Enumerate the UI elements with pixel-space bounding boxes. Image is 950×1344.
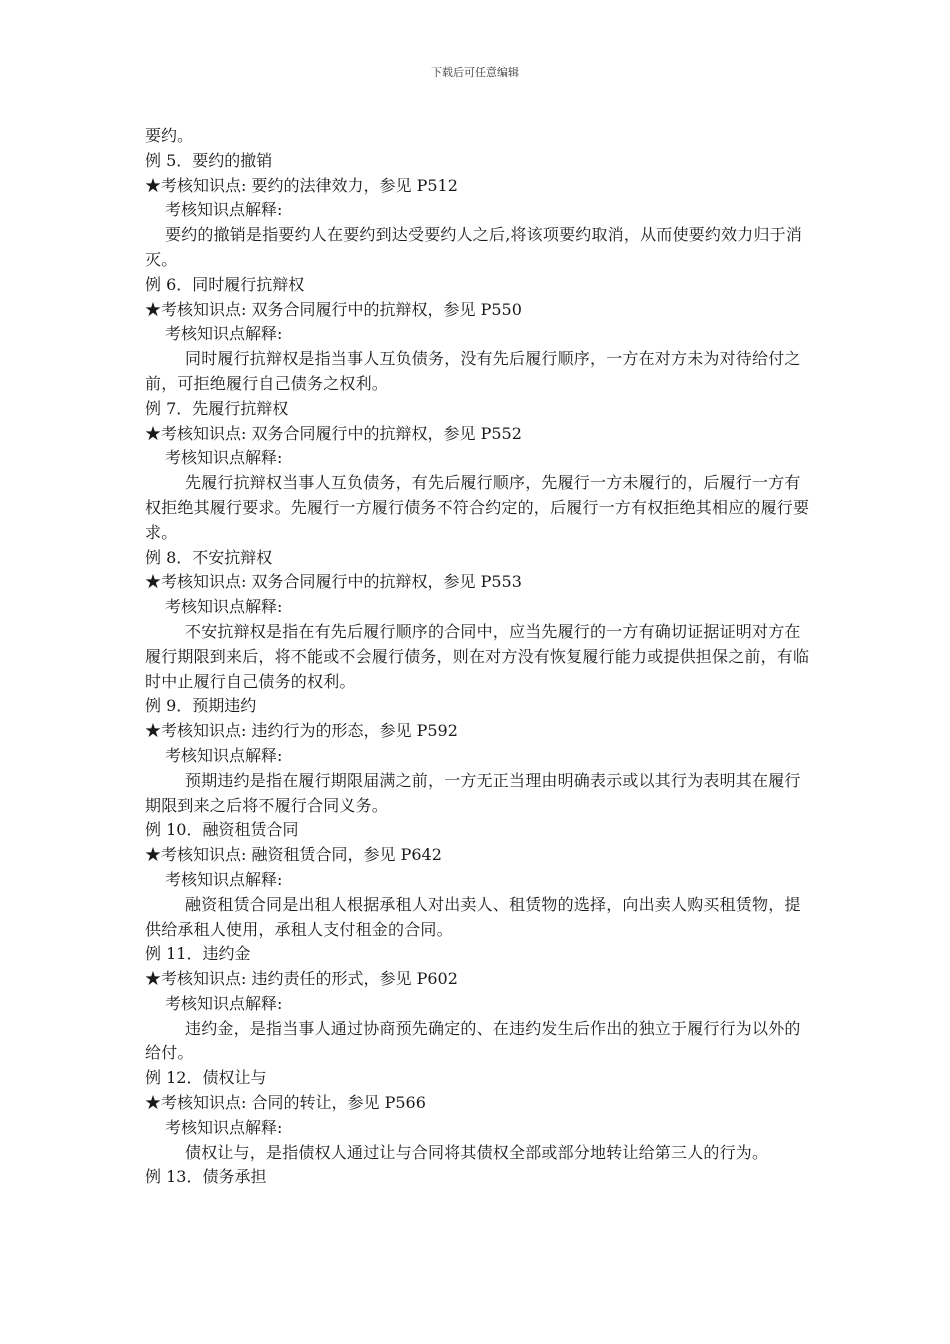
entry-10 (145, 818, 810, 942)
entry-12 (145, 1066, 810, 1165)
explanation-label: 考核知识点解释: (165, 869, 283, 889)
document-body (145, 124, 810, 1190)
knowledge-point: ★考核知识点: 合同的转让，参见 P566 (145, 1093, 426, 1113)
entry-title: 例 11．违约金 (145, 944, 251, 964)
explanation-text: 不安抗辩权是指在有先后履行顺序的合同中，应当先履行的一方有确切证据证明对方在履行期限到来后，将不能或不会履行债务，则在对方没有恢复履行能力或提供担保之前，有临时中止履行自己债务的权利。 (145, 621, 810, 691)
explanation-text: 融资租赁合同是出租人根据承租人对出卖人、租赁物的选择，向出卖人购买租赁物，提供给承租人使用，承租人支付租金的合同。 (145, 894, 801, 939)
entry-title: 例 12．债权让与 (145, 1068, 267, 1088)
page-header: 下载后可任意编辑 (431, 66, 519, 79)
knowledge-point: ★考核知识点: 违约责任的形式，参见 P602 (145, 969, 458, 989)
entry-13-title: 例 13．债务承担 (145, 1167, 267, 1187)
explanation-label: 考核知识点解释: (165, 200, 283, 220)
entry-title: 例 10．融资租赁合同 (145, 820, 299, 840)
entry-8 (145, 546, 810, 695)
explanation-label: 考核知识点解释: (165, 993, 283, 1013)
entry-title: 例 8．不安抗辩权 (145, 547, 273, 567)
explanation-label: 考核知识点解释: (165, 448, 283, 468)
knowledge-point: ★考核知识点: 违约行为的形态，参见 P592 (145, 721, 458, 741)
entry-title: 例 7．先履行抗辩权 (145, 398, 289, 418)
lead-text: 要约。 (145, 126, 194, 145)
knowledge-point: ★考核知识点: 要约的法律效力，参见 P512 (145, 175, 458, 195)
knowledge-point: ★考核知识点: 双务合同履行中的抗辩权，参见 P552 (145, 423, 522, 443)
entry-title: 例 9．预期违约 (145, 696, 257, 716)
explanation-text: 预期违约是指在履行期限届满之前，一方无正当理由明确表示或以其行为表明其在履行期限到来之后将不履行合同义务。 (145, 770, 801, 815)
explanation-label: 考核知识点解释: (165, 745, 283, 765)
explanation-label: 考核知识点解释: (165, 1117, 283, 1137)
entry-7 (145, 397, 810, 546)
explanation-text: 要约的撤销是指要约人在要约到达受要约人之后,将该项要约取消，从而使要约效力归于消灭。 (145, 225, 803, 269)
knowledge-point: ★考核知识点: 双务合同履行中的抗辩权，参见 P553 (145, 572, 522, 592)
entry-6 (145, 273, 810, 397)
entry-9 (145, 694, 810, 818)
explanation-text: 违约金，是指当事人通过协商预先确定的、在违约发生后作出的独立于履行行为以外的给付。 (145, 1018, 801, 1063)
explanation-text: 债权让与，是指债权人通过让与合同将其债权全部或部分地转让给第三人的行为。 (185, 1142, 769, 1162)
explanation-label: 考核知识点解释: (165, 597, 283, 617)
explanation-text: 先履行抗辩权当事人互负债务，有先后履行顺序，先履行一方未履行的，后履行一方有权拒绝其履行要求。先履行一方履行债务不符合约定的，后履行一方有权拒绝其相应的履行要求。 (145, 473, 810, 542)
entry-11 (145, 942, 810, 1066)
entry-title: 例 6．同时履行抗辩权 (145, 274, 305, 294)
entry-5 (145, 149, 810, 273)
knowledge-point: ★考核知识点: 融资租赁合同，参见 P642 (145, 845, 442, 865)
entry-title: 例 5．要约的撤销 (145, 150, 273, 170)
explanation-text: 同时履行抗辩权是指当事人互负债务，没有先后履行顺序，一方在对方未为对待给付之前，可拒绝履行自己债务之权利。 (145, 349, 801, 393)
explanation-label: 考核知识点解释: (165, 324, 283, 344)
knowledge-point: ★考核知识点: 双务合同履行中的抗辩权，参见 P550 (145, 299, 522, 319)
